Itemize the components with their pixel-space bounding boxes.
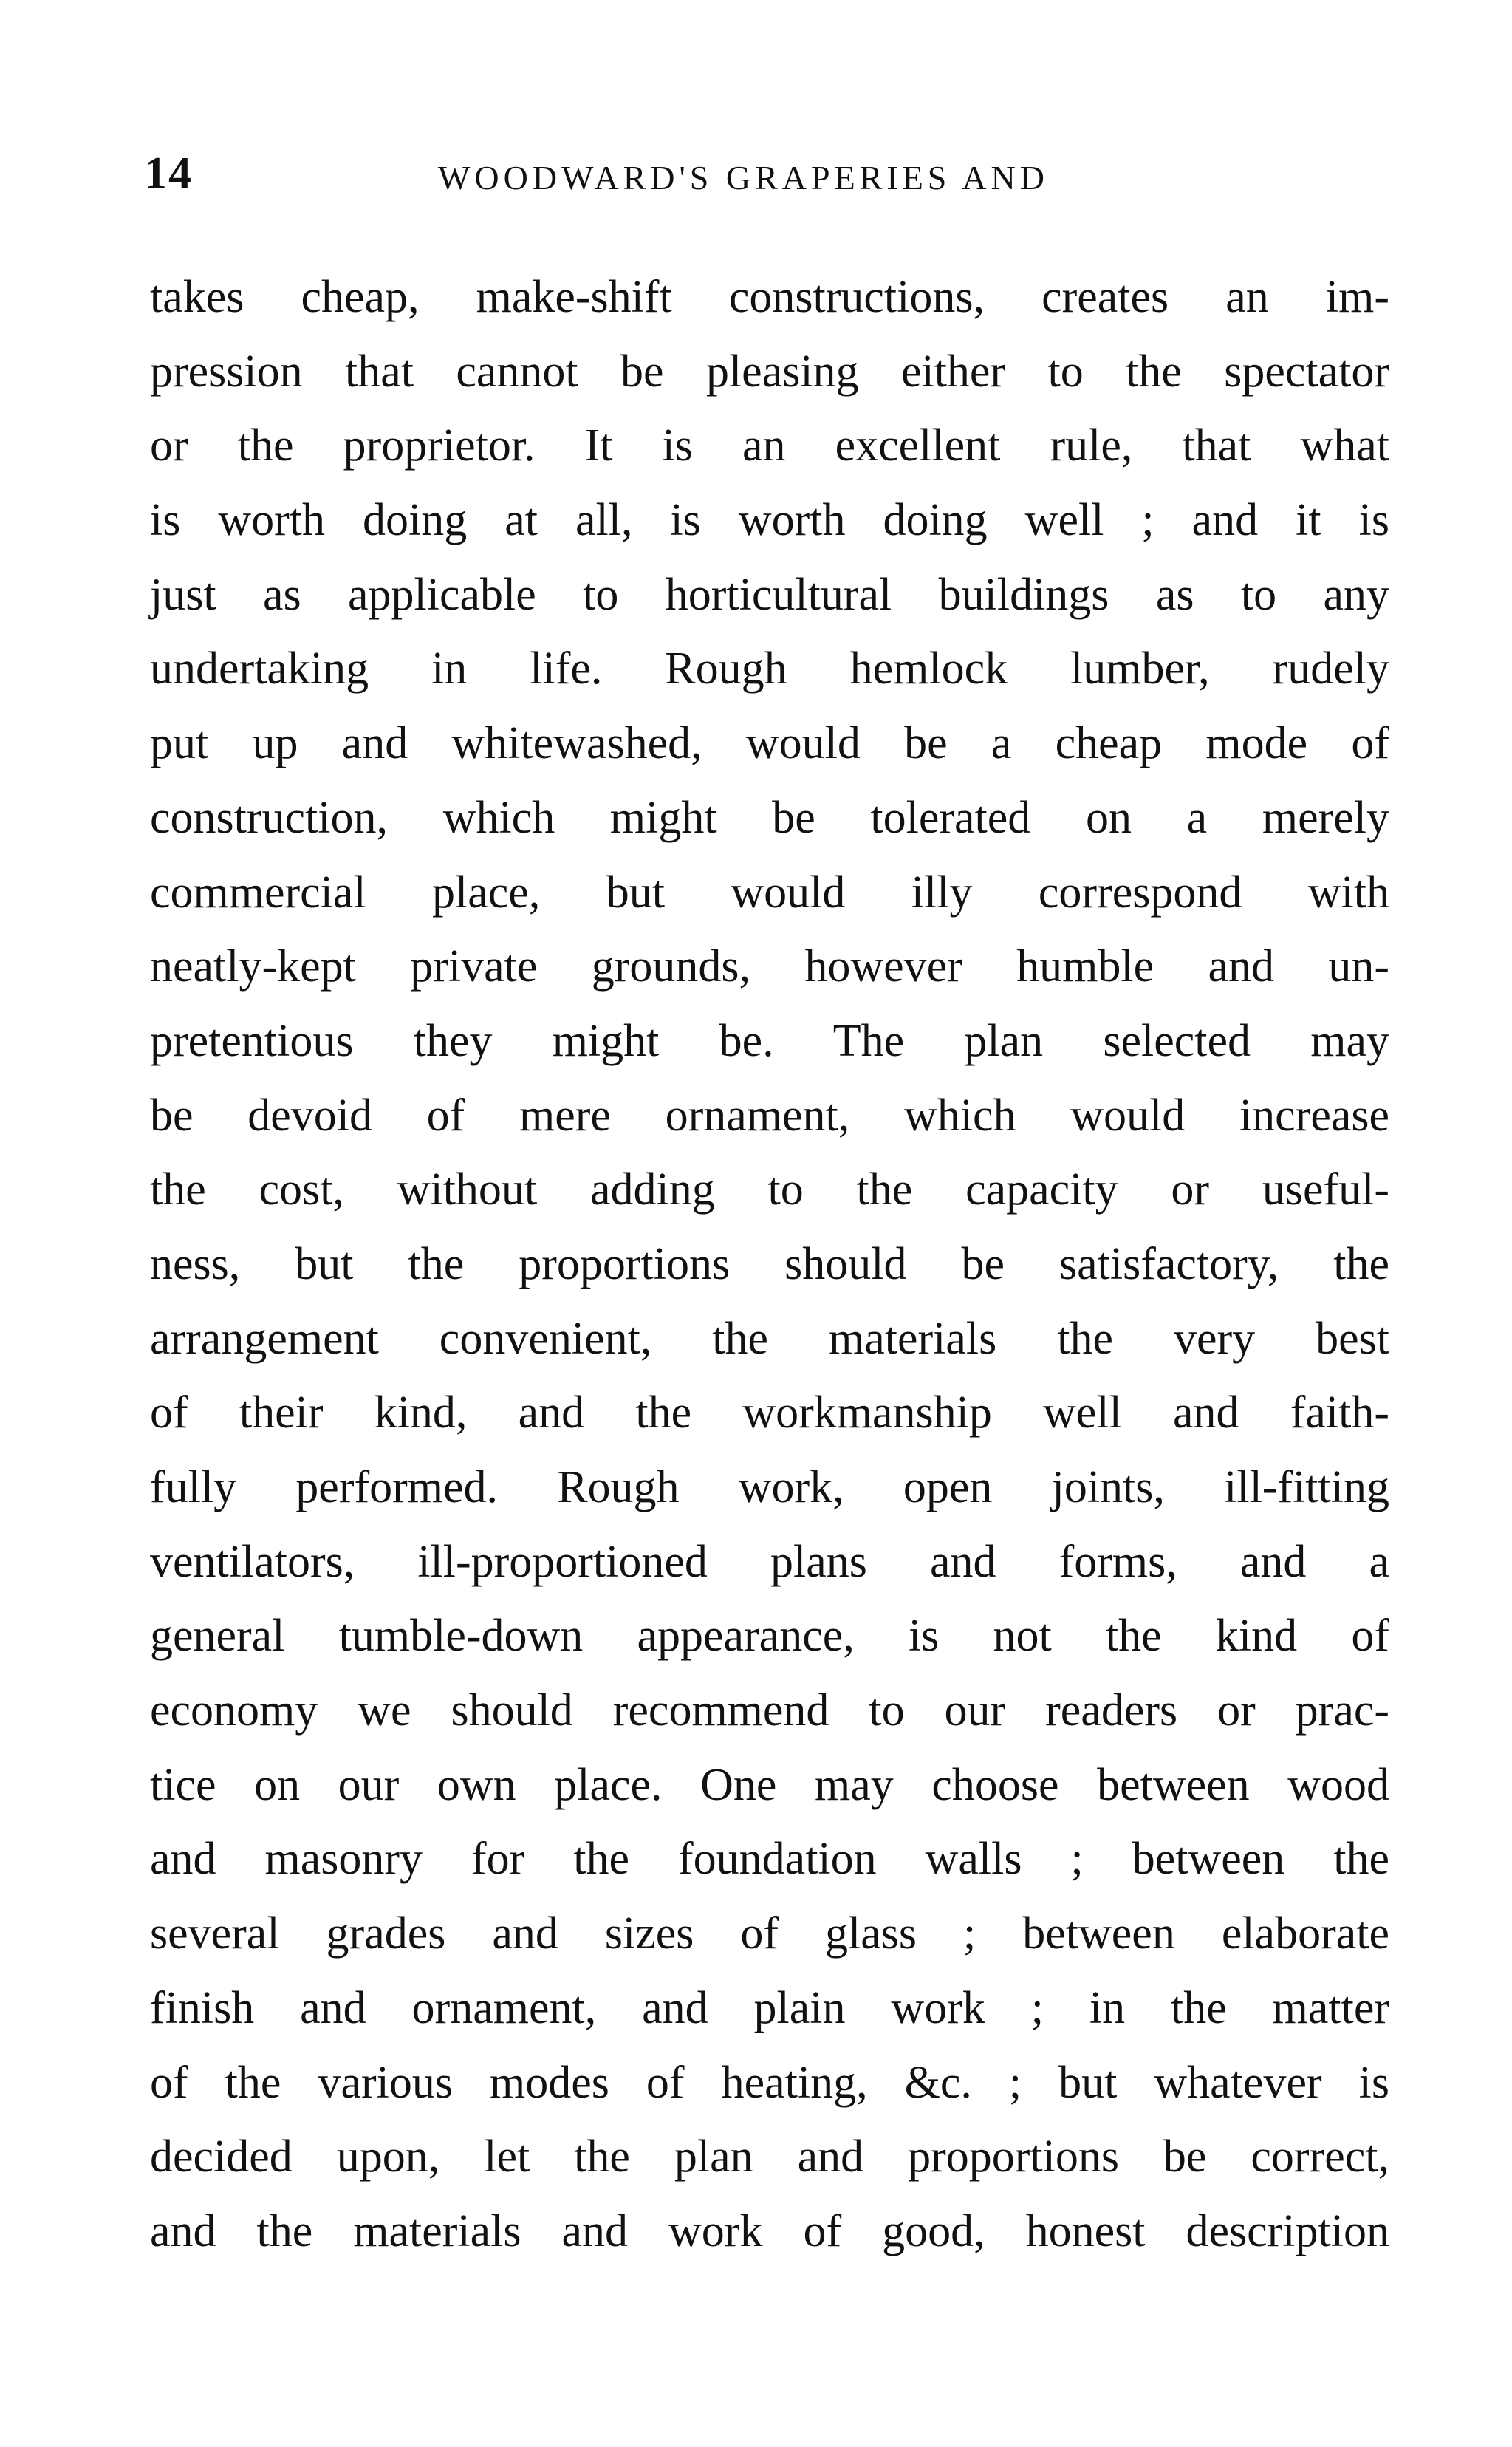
text-line: of their kind, and the workmanship well and faith- [150, 1388, 1389, 1438]
text-line: pretentious they might be. The plan selected may [150, 1015, 1389, 1066]
text-line: finish and ornament, and plain work ; in the matter [150, 1982, 1389, 2033]
text-line: tice on our own place. One may choose between wood [150, 1759, 1389, 1810]
text-line: construction, which might be tolerated on a merely [150, 792, 1389, 843]
text-line: ventilators, ill-proportioned plans and forms, and a [150, 1536, 1389, 1587]
text-line: and the materials and work of good, honest description [150, 2205, 1389, 2256]
text-line: general tumble-down appearance, is not the kind of [150, 1611, 1389, 1662]
text-line: of the various modes of heating, &c. ; but whatever is [150, 2057, 1389, 2108]
text-line: and masonry for the foundation walls ; between the [150, 1834, 1389, 1885]
text-line: decided upon, let the plan and proportions be correct, [150, 2132, 1389, 2182]
text-line: undertaking in life. Rough hemlock lumber, rudely [150, 644, 1389, 694]
text-line: neatly-kept private grounds, however humble and un- [150, 941, 1389, 992]
text-line: put up and whitewashed, would be a cheap mode of [150, 718, 1389, 769]
text-line: commercial place, but would illy correspond with [150, 867, 1389, 918]
body-paragraph [150, 260, 1389, 2269]
page-number: 14 [144, 149, 193, 199]
text-line: economy we should recommend to our readers or prac- [150, 1685, 1389, 1736]
running-title: WOODWARD'S GRAPERIES AND [438, 159, 1049, 197]
text-line: ness, but the proportions should be satisfactory, the [150, 1238, 1389, 1289]
running-head [144, 148, 1389, 214]
text-line: be devoid of mere ornament, which would increase [150, 1090, 1389, 1141]
text-line: just as applicable to horticultural buildings as to any [150, 569, 1389, 620]
text-line: arrangement convenient, the materials the very best [150, 1313, 1389, 1364]
text-line: pression that cannot be pleasing either to the spectator [150, 346, 1389, 397]
text-line: is worth doing at all, is worth doing well ; and it is [150, 495, 1389, 546]
text-line: several grades and sizes of glass ; between elaborate [150, 1908, 1389, 1959]
text-line: fully performed. Rough work, open joints, ill-fitting [150, 1462, 1389, 1512]
text-line: takes cheap, make-shift constructions, creates an im- [150, 272, 1389, 322]
text-line: the cost, without adding to the capacity or useful- [150, 1164, 1389, 1215]
text-line: or the proprietor. It is an excellent rule, that what [150, 420, 1389, 471]
